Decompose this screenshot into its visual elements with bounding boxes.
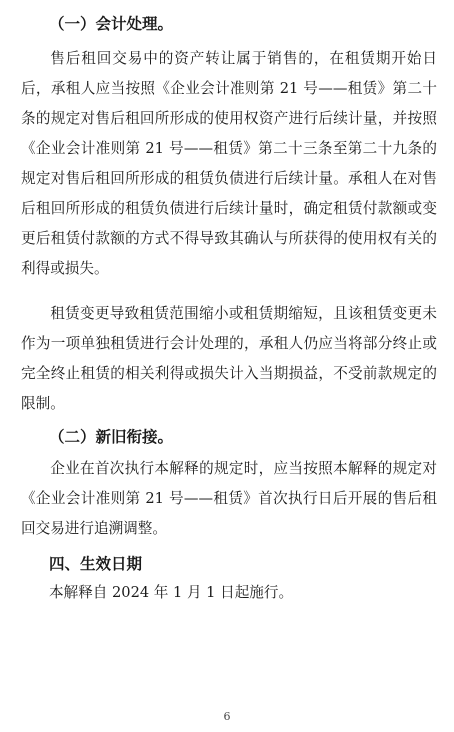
section-heading-transition: （二）新旧衔接。	[49, 428, 174, 446]
paragraph-accounting-1: 售后租回交易中的资产转让属于销售的，在租赁期开始日后，承租人应当按照《企业会计准则第 21 号——租赁》第二十条的规定对售后租回所形成的使用权资产进行后续计量，并按照《企业会计准则第 21 号——租赁》第二十三条至第二十九条的规定对售后租回所形成的租赁负债进行后续计量。承租人在对售后租回所形成的租赁负债进行后续计量时，确定租赁付款额或变更后租赁付款额的方式不得导致其确认与所获得的使用权有关的利得或损失。	[21, 50, 437, 277]
page-number: 6	[223, 710, 231, 723]
paragraph-transition: 企业在首次执行本解释的规定时，应当按照本解释的规定对《企业会计准则第 21 号——租赁》首次执行日后开展的售后租回交易进行追溯调整。	[21, 460, 437, 537]
section-heading-effective-date: 四、生效日期	[49, 555, 143, 573]
effective-date-text: 本解释自 2024 年 1 月 1 日起施行。	[49, 584, 294, 601]
paragraph-accounting-2: 租赁变更导致租赁范围缩小或租赁期缩短，且该租赁变更未作为一项单独租赁进行会计处理的，承租人仍应当将部分终止或完全终止租赁的相关利得或损失计入当期损益，不受前款规定的限制。	[21, 305, 437, 412]
section-heading-accounting: （一）会计处理。	[49, 15, 174, 33]
